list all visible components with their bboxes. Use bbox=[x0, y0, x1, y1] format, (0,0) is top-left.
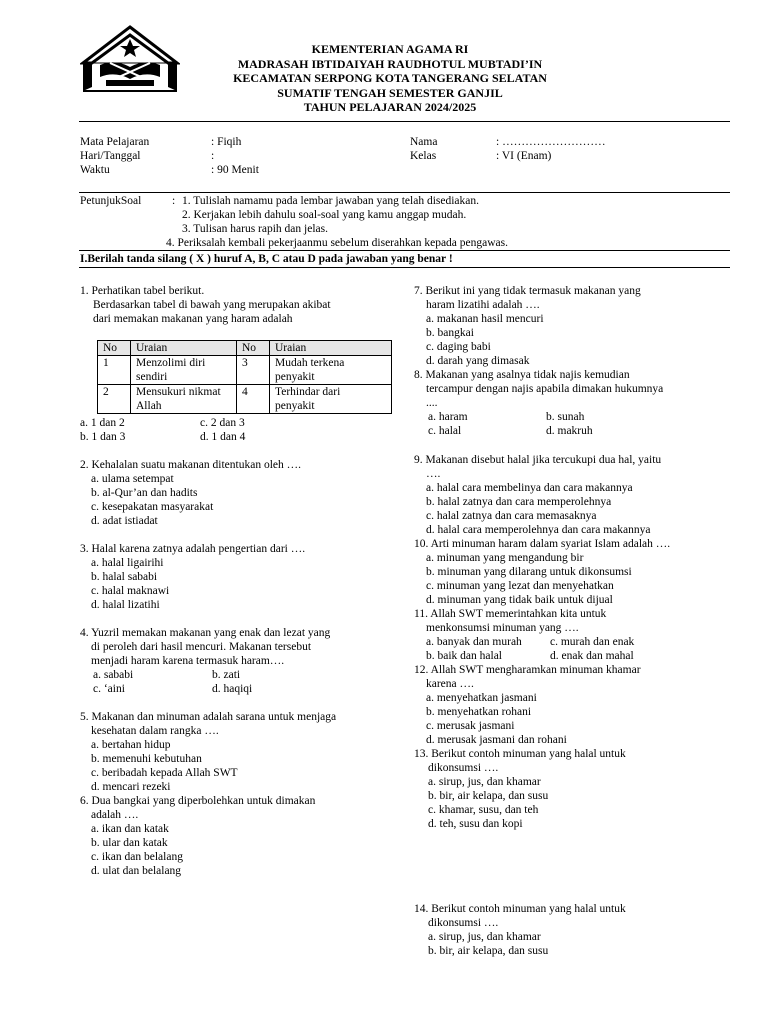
question-12 bbox=[414, 663, 641, 747]
question-text: dikonsumsi …. bbox=[428, 917, 499, 929]
answer-option[interactable]: a. sirup, jus, dan khamar bbox=[428, 776, 541, 788]
question-4 bbox=[80, 626, 330, 668]
section-title: I.Berilah tanda silang ( X ) huruf A, B, C atau D pada jawaban yang benar ! bbox=[80, 253, 453, 265]
question-text: di peroleh dari hasil mencuri. Makanan tersebut bbox=[91, 641, 312, 653]
question-text: Berdasarkan tabel di bawah yang merupakan akibat bbox=[93, 299, 331, 311]
answer-option[interactable]: a. menyehatkan jasmani bbox=[426, 692, 537, 704]
table-cell bbox=[270, 385, 392, 414]
header-divider bbox=[79, 121, 730, 122]
question-text: menkonsumsi minuman yang …. bbox=[426, 622, 579, 634]
info-divider bbox=[79, 192, 730, 193]
question-text: …. bbox=[426, 468, 441, 480]
table-header-cell: No bbox=[98, 341, 131, 356]
question-text: adalah …. bbox=[91, 809, 139, 821]
nama-value: : ……………………… bbox=[496, 136, 606, 148]
nama-label: Nama bbox=[410, 136, 438, 148]
cell-line: Mensukuri nikmat bbox=[136, 386, 221, 398]
question-text: 6. Dua bangkai yang diperbolehkan untuk dimakan bbox=[80, 795, 316, 807]
question-text: kesehatan dalam rangka …. bbox=[91, 725, 219, 737]
answer-option[interactable]: c. beribadah kepada Allah SWT bbox=[91, 767, 238, 779]
cell-line: penyakit bbox=[275, 371, 315, 383]
question-text: dari memakan makanan yang haram adalah bbox=[93, 313, 293, 325]
answer-option[interactable]: d. minuman yang tidak baik untuk dijual bbox=[426, 594, 613, 606]
answer-option[interactable]: b. menyehatkan rohani bbox=[426, 706, 532, 718]
answer-option[interactable]: c. halal bbox=[428, 425, 462, 437]
answer-option[interactable]: c. halal maknawi bbox=[91, 585, 170, 597]
answer-option[interactable]: c. daging babi bbox=[426, 341, 491, 353]
answer-option[interactable]: d. merusak jasmani dan rohani bbox=[426, 734, 567, 746]
header-ministry: KEMENTERIAN AGAMA RI bbox=[311, 42, 469, 56]
cell-line: sendiri bbox=[136, 371, 168, 383]
answer-option[interactable]: a. minuman yang mengandung bir bbox=[426, 552, 584, 564]
question-3 bbox=[80, 542, 305, 612]
question-8 bbox=[414, 368, 663, 410]
petunjuk-colon: : bbox=[172, 195, 176, 207]
answer-option[interactable]: a. halal ligairihi bbox=[91, 557, 164, 569]
question-text: menjadi haram karena termasuk haram…. bbox=[91, 655, 285, 667]
answer-option[interactable]: b. memenuhi kebutuhan bbox=[91, 753, 202, 765]
answer-option[interactable]: c. minuman yang lezat dan menyehatkan bbox=[426, 580, 614, 592]
table-cell bbox=[270, 356, 392, 385]
question-text: tercampur dengan najis apabila dimakan hukumnya bbox=[426, 383, 664, 395]
cell-line: Terhindar dari bbox=[275, 386, 341, 398]
hari-value: : bbox=[211, 150, 215, 162]
school-header bbox=[180, 42, 600, 115]
table-cell: 1 bbox=[98, 356, 131, 385]
question-14 bbox=[414, 902, 626, 958]
answer-option[interactable]: b. bir, air kelapa, dan susu bbox=[428, 945, 549, 957]
answer-option[interactable]: b. halal sababi bbox=[91, 571, 158, 583]
answer-option[interactable]: d. enak dan mahal bbox=[550, 650, 634, 662]
answer-option[interactable]: d. adat istiadat bbox=[91, 515, 158, 527]
answer-option[interactable]: b. bir, air kelapa, dan susu bbox=[428, 790, 549, 802]
answer-option[interactable]: a. 1 dan 2 bbox=[80, 417, 125, 429]
answer-option[interactable]: b. minuman yang dilarang untuk dikonsumsi bbox=[426, 566, 632, 578]
answer-option[interactable]: a. makanan hasil mencuri bbox=[426, 313, 544, 325]
answer-option[interactable]: d. halal cara memperolehnya dan cara makannya bbox=[426, 524, 651, 536]
answer-option[interactable]: b. zati bbox=[212, 669, 241, 681]
question-text: 3. Halal karena zatnya adalah pengertian dari …. bbox=[80, 543, 306, 555]
question-text: dikonsumsi …. bbox=[428, 762, 499, 774]
table-cell: 2 bbox=[98, 385, 131, 414]
cell-line: penyakit bbox=[275, 400, 315, 412]
answer-option[interactable]: c. ‘aini bbox=[93, 683, 125, 695]
question-text: 7. Berikut ini yang tidak termasuk makanan yang bbox=[414, 285, 641, 297]
question-text: 10. Arti minuman haram dalam syariat Islam adalah …. bbox=[414, 538, 671, 550]
table-header-cell: Uraian bbox=[131, 341, 237, 356]
question-text: 9. Makanan disebut halal jika tercukupi dua hal, yaitu bbox=[414, 454, 662, 466]
answer-option[interactable]: d. ulat dan belalang bbox=[91, 865, 182, 877]
answer-option[interactable]: a. banyak dan murah bbox=[426, 636, 522, 648]
table-header-row bbox=[98, 341, 392, 356]
answer-option[interactable]: a. bertahan hidup bbox=[91, 739, 171, 751]
header-school-year: TAHUN PELAJARAN 2024/2025 bbox=[303, 100, 477, 114]
answer-option[interactable]: a. sababi bbox=[93, 669, 134, 681]
kelas-label: Kelas bbox=[410, 150, 437, 162]
waktu-value: : 90 Menit bbox=[211, 164, 259, 176]
table-cell: 3 bbox=[237, 356, 270, 385]
answer-option[interactable]: b. al-Qur’an dan hadits bbox=[91, 487, 198, 499]
answer-option[interactable]: a. haram bbox=[428, 411, 468, 423]
answer-option[interactable]: d. haqiqi bbox=[212, 683, 253, 695]
question-7 bbox=[414, 284, 641, 368]
header-school-name: MADRASAH IBTIDAIYAH RAUDHOTUL MUBTADI’IN bbox=[237, 56, 543, 71]
answer-option[interactable]: c. kesepakatan masyarakat bbox=[91, 501, 214, 513]
madrasah-logo bbox=[80, 25, 180, 93]
petunjuk-item: 1. Tulislah namamu pada lembar jawaban yang telah disediakan. bbox=[182, 195, 480, 207]
waktu-label: Waktu bbox=[80, 164, 110, 176]
answer-option[interactable]: b. ular dan katak bbox=[91, 837, 168, 849]
mapel-label: Mata Pelajaran bbox=[80, 136, 150, 148]
answer-option[interactable]: c. murah dan enak bbox=[550, 636, 635, 648]
answer-option[interactable]: c. halal zatnya dan cara memasaknya bbox=[426, 510, 597, 522]
question-text: .... bbox=[426, 397, 438, 409]
petunjuk-item: 2. Kerjakan lebih dahulu soal-soal yang kamu anggap mudah. bbox=[182, 209, 467, 221]
answer-option[interactable]: c. khamar, susu, dan teh bbox=[428, 804, 539, 816]
answer-option[interactable]: a. ulama setempat bbox=[91, 473, 174, 485]
question-text: 8. Makanan yang asalnya tidak najis kemudian bbox=[414, 369, 630, 381]
header-district: KECAMATAN SERPONG KOTA TANGERANG SELATAN bbox=[233, 71, 547, 85]
mapel-value: : Fiqih bbox=[211, 136, 242, 148]
question-5 bbox=[80, 710, 336, 794]
cell-line: Mudah terkena bbox=[275, 357, 345, 369]
answer-option[interactable]: a. halal cara membelinya dan cara makannya bbox=[426, 482, 633, 494]
question-text: 12. Allah SWT mengharamkan minuman khamar bbox=[414, 664, 641, 676]
cell-line: Allah bbox=[136, 400, 162, 412]
answer-option[interactable]: c. merusak jasmani bbox=[426, 720, 515, 732]
section-divider bbox=[79, 267, 730, 268]
question-13 bbox=[414, 747, 626, 831]
hari-label: Hari/Tanggal bbox=[80, 150, 141, 162]
answer-option[interactable]: a. sirup, jus, dan khamar bbox=[428, 931, 541, 943]
answer-option[interactable]: b. sunah bbox=[546, 411, 585, 423]
petunjuk-divider bbox=[79, 250, 730, 251]
question-text: 14. Berikut contoh minuman yang halal untuk bbox=[414, 903, 626, 915]
table-header-cell: Uraian bbox=[270, 341, 392, 356]
petunjuk-item: 4. Periksalah kembali pekerjaanmu sebelum diserahkan kepada pengawas. bbox=[166, 237, 509, 249]
question-text: karena …. bbox=[426, 678, 474, 690]
question-1 bbox=[80, 284, 331, 326]
table-cell: 4 bbox=[237, 385, 270, 414]
petunjuk-item: 3. Tulisan harus rapih dan jelas. bbox=[182, 223, 328, 235]
answer-option[interactable]: c. 2 dan 3 bbox=[200, 417, 245, 429]
table-header-cell: No bbox=[237, 341, 270, 356]
cell-line: Menzolimi diri bbox=[136, 357, 206, 369]
table-cell bbox=[131, 356, 237, 385]
kelas-value: : VI (Enam) bbox=[496, 150, 552, 162]
question-9 bbox=[414, 453, 661, 537]
answer-option[interactable]: b. baik dan halal bbox=[426, 650, 503, 662]
question-2 bbox=[80, 458, 301, 528]
question-text: haram lizatihi adalah …. bbox=[426, 299, 540, 311]
question-text: 13. Berikut contoh minuman yang halal untuk bbox=[414, 748, 626, 760]
question-6 bbox=[80, 794, 315, 878]
question-11 bbox=[414, 607, 606, 635]
question-text: 5. Makanan dan minuman adalah sarana untuk menjaga bbox=[80, 711, 337, 723]
question-text: 2. Kehalalan suatu makanan ditentukan oleh …. bbox=[80, 459, 301, 471]
answer-option[interactable]: b. 1 dan 3 bbox=[80, 431, 126, 443]
answer-option[interactable]: d. halal lizatihi bbox=[91, 599, 160, 611]
answer-option[interactable]: a. ikan dan katak bbox=[91, 823, 169, 835]
header-exam-title: SUMATIF TENGAH SEMESTER GANJIL bbox=[277, 85, 503, 100]
table-row bbox=[98, 356, 392, 385]
table-row bbox=[98, 385, 392, 414]
question-10 bbox=[414, 537, 670, 607]
answer-option[interactable]: d. darah yang dimasak bbox=[426, 355, 530, 367]
question-text: 11. Allah SWT memerintahkan kita untuk bbox=[414, 608, 607, 620]
answer-option[interactable]: d. teh, susu dan kopi bbox=[428, 818, 523, 830]
answer-option[interactable]: d. 1 dan 4 bbox=[200, 431, 246, 443]
answer-option[interactable]: d. makruh bbox=[546, 425, 593, 437]
table-cell bbox=[131, 385, 237, 414]
answer-option[interactable]: d. mencari rezeki bbox=[91, 781, 171, 793]
petunjuk-label: PetunjukSoal bbox=[80, 195, 142, 207]
answer-option[interactable]: c. ikan dan belalang bbox=[91, 851, 183, 863]
uraian-table bbox=[97, 340, 392, 414]
answer-option[interactable]: b. halal zatnya dan cara memperolehnya bbox=[426, 496, 612, 508]
question-text: 4. Yuzril memakan makanan yang enak dan lezat yang bbox=[80, 627, 331, 639]
question-text: 1. Perhatikan tabel berikut. bbox=[80, 285, 205, 297]
answer-option[interactable]: b. bangkai bbox=[426, 327, 474, 339]
